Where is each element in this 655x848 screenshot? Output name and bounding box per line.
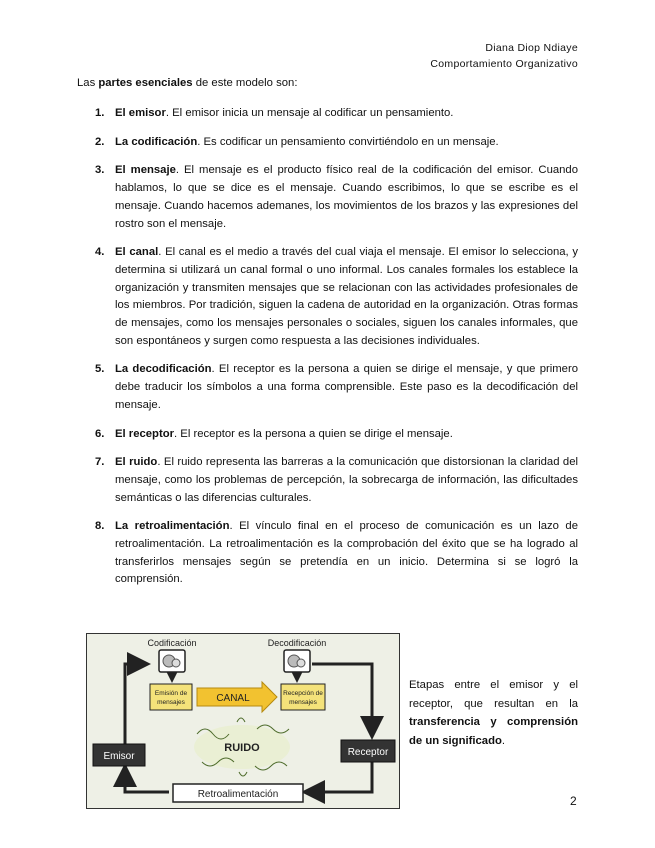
item-number: 3. <box>95 164 105 177</box>
item-term: La retroalimentación <box>115 520 230 533</box>
intro-prefix: Las <box>77 77 99 89</box>
item-text: . El canal es el medio a través del cual viaja el mensaje. El emisor lo selecciona, y determina si utilizará un canal formal o uno informal. Los canales formales los establece la organización y transmiten mensajes que se relacionan con las actividades profesionales de los miembros. Por tradición, siguen la cadena de autoridad en la organización. Otras formas de mensajes, como los mensajes personales o sociales, siguen los canales informales, que son espontáneos y surgen como respuesta a las decisiones individuales. <box>115 246 579 347</box>
emision-box <box>150 684 192 710</box>
item-number: 2. <box>95 135 105 148</box>
emisor-label: Emisor <box>103 751 135 762</box>
intro-suffix: de este modelo son: <box>192 77 298 89</box>
receptor-box <box>341 740 395 762</box>
figure-caption <box>409 676 578 750</box>
retroalimentacion-box <box>173 784 303 802</box>
diagram-svg <box>87 634 399 808</box>
item-number: 8. <box>95 520 105 533</box>
ruido-cloud <box>194 718 290 776</box>
list-item <box>77 454 578 507</box>
item-term: La decodificación <box>115 363 212 376</box>
item-term: El canal <box>115 246 159 259</box>
ruido-label: RUIDO <box>224 742 260 754</box>
caption-end: . <box>501 734 506 747</box>
item-number: 6. <box>95 427 105 440</box>
item-text: . El vínculo final en el proceso de comunicación es un lazo de retroalimentación. La retroalimentación es la comprobación del éxito que se ha logrado al transferirlos mensajes según se pretendía en un inicio. Determina si se logró la comprensión. <box>115 520 578 586</box>
item-term: El mensaje <box>115 164 176 177</box>
intro-paragraph <box>77 77 297 89</box>
item-number: 5. <box>95 363 105 376</box>
emisor-box <box>93 744 145 766</box>
list-item <box>77 244 578 350</box>
page-number: 2 <box>570 794 577 808</box>
recepcion-label-1: Recepción de <box>283 690 323 697</box>
canal-label: CANAL <box>216 693 250 704</box>
list-item <box>77 105 578 123</box>
codificacion-gear-icon <box>159 650 185 672</box>
emision-label-2: mensajes <box>157 699 185 706</box>
item-text: . El ruido representa las barreras a la comunicación que distorsionan la claridad del mensaje, como los problemas de percepción, la sobrecarga de información, las dificultades semánticas o las diferencias culturales. <box>115 456 578 504</box>
decodificacion-gear-icon <box>284 650 310 672</box>
item-number: 1. <box>95 107 105 119</box>
page-header <box>430 40 578 72</box>
canal-arrow <box>197 682 277 712</box>
caption-text: Etapas entre el emisor y el receptor, que resultan en la <box>409 679 578 710</box>
item-text: . El receptor es la persona a quien se dirige el mensaje, y que primero debe traducir los símbolos a una forma comprensible. Este paso es la decodificación del mensaje. <box>115 363 578 411</box>
course-name: Comportamiento Organizativo <box>430 58 578 70</box>
item-number: 7. <box>95 456 105 469</box>
retroalimentacion-label: Retroalimentación <box>197 789 279 800</box>
list-item <box>77 518 578 589</box>
list-item <box>77 426 578 444</box>
item-term: El emisor <box>115 107 166 119</box>
caption-bold: transferencia y comprensión de un significado <box>409 716 578 747</box>
list-item <box>77 134 578 152</box>
item-term: El ruido <box>115 456 158 469</box>
item-text: . El emisor inicia un mensaje al codificar un pensamiento. <box>165 107 454 119</box>
decodificacion-label: Decodificación <box>267 638 327 648</box>
item-number: 4. <box>95 246 105 259</box>
item-text: . Es codificar un pensamiento convirtiéndolo en un mensaje. <box>197 135 499 148</box>
list-item <box>77 162 578 233</box>
communication-diagram <box>86 633 400 809</box>
item-term: El receptor <box>115 427 175 440</box>
retro-to-emisor-arrow <box>125 769 169 792</box>
item-term: La codificación <box>115 135 198 148</box>
recepcion-box <box>281 684 325 710</box>
intro-bold: partes esenciales <box>98 77 193 89</box>
emisor-to-codificacion-arrow <box>125 664 145 744</box>
recepcion-label-2: mensajes <box>289 699 317 706</box>
receptor-label: Receptor <box>347 747 389 758</box>
emision-label-1: Emisión de <box>154 690 188 697</box>
list-item <box>77 361 578 414</box>
codificacion-label: Codificación <box>147 638 197 648</box>
author-name: Diana Diop Ndiaye <box>485 42 578 54</box>
item-text: . El mensaje es el producto físico real de la codificación del emisor. Cuando hablamos, lo que se dice es el mensaje. Cuando escribimos, lo que se escribe es el mensaje. Cuando hacemos ademanes, los movimientos de los brazos y las expresiones del rostro son el mensaje. <box>115 164 578 230</box>
receptor-to-retro-arrow <box>307 762 372 792</box>
parts-list <box>77 105 578 600</box>
item-text: . El receptor es la persona a quien se dirige el mensaje. <box>174 427 453 440</box>
